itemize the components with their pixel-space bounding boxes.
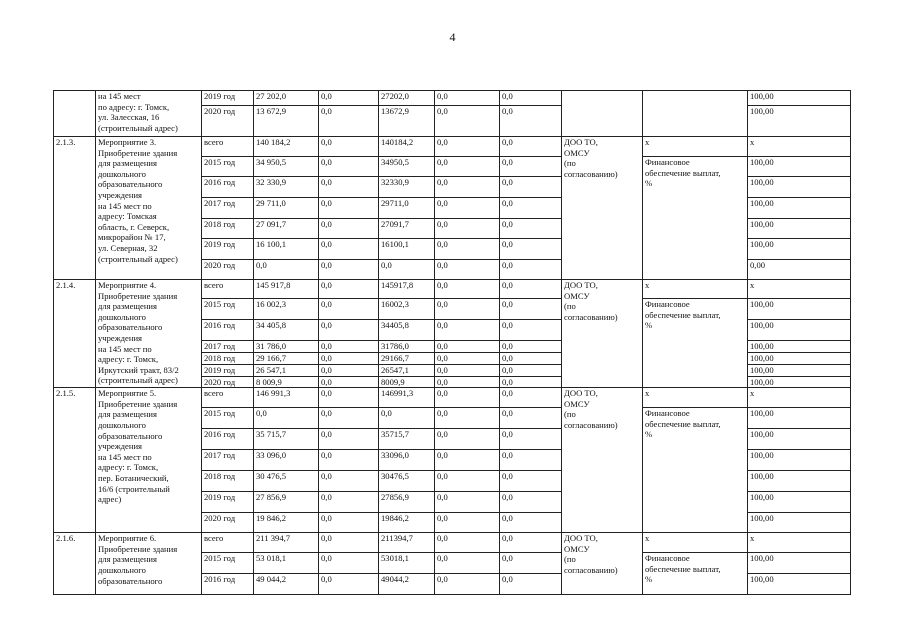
- amount-total: 29 166,7: [254, 353, 319, 365]
- amount-regional: 8009,9: [379, 376, 435, 388]
- amount-federal: 0,0: [319, 365, 379, 377]
- indicator-value: x: [748, 280, 851, 299]
- indicator-value: 100,00: [748, 177, 851, 198]
- amount-other: 0,0: [500, 513, 562, 533]
- amount-other: 0,0: [500, 177, 562, 198]
- amount-total: 32 330,9: [254, 177, 319, 198]
- year-label: 2017 год: [202, 198, 254, 219]
- amount-municipal: 0,0: [435, 388, 500, 408]
- indicator-value: x: [748, 533, 851, 553]
- amount-regional: 34950,5: [379, 157, 435, 177]
- amount-regional: 30476,5: [379, 471, 435, 492]
- measure-number: [54, 91, 96, 137]
- amount-federal: 0,0: [319, 219, 379, 239]
- measure-number: 2.1.4.: [54, 280, 96, 388]
- amount-regional: 145917,8: [379, 280, 435, 299]
- indicator-value: 100,00: [748, 553, 851, 574]
- year-label: 2015 год: [202, 553, 254, 574]
- year-label: всего: [202, 280, 254, 299]
- amount-other: 0,0: [500, 260, 562, 280]
- amount-regional: 16100,1: [379, 239, 435, 260]
- indicator-name-total: x: [643, 388, 748, 408]
- amount-other: 0,0: [500, 320, 562, 341]
- indicator-value: 100,00: [748, 299, 851, 320]
- year-label: 2020 год: [202, 260, 254, 280]
- amount-regional: 32330,9: [379, 177, 435, 198]
- amount-total: 27 856,9: [254, 492, 319, 513]
- amount-other: 0,0: [500, 299, 562, 320]
- table-row: [54, 533, 851, 553]
- amount-municipal: 0,0: [435, 239, 500, 260]
- year-label: 2020 год: [202, 106, 254, 137]
- amount-federal: 0,0: [319, 408, 379, 429]
- indicator-value: 100,00: [748, 376, 851, 388]
- indicator-name-total: x: [643, 280, 748, 299]
- amount-total: 34 405,8: [254, 320, 319, 341]
- amount-total: 34 950,5: [254, 157, 319, 177]
- amount-federal: 0,0: [319, 341, 379, 353]
- amount-other: 0,0: [500, 106, 562, 137]
- indicator-value: 100,00: [748, 365, 851, 377]
- amount-total: 16 100,1: [254, 239, 319, 260]
- amount-other: 0,0: [500, 376, 562, 388]
- indicator-name-total: x: [643, 533, 748, 553]
- amount-total: 145 917,8: [254, 280, 319, 299]
- amount-regional: 0,0: [379, 408, 435, 429]
- amount-other: 0,0: [500, 533, 562, 553]
- amount-other: 0,0: [500, 492, 562, 513]
- amount-federal: 0,0: [319, 429, 379, 450]
- amount-other: 0,0: [500, 471, 562, 492]
- amount-regional: 49044,2: [379, 574, 435, 595]
- indicator-name-total: x: [643, 137, 748, 157]
- amount-total: 27 202,0: [254, 91, 319, 106]
- amount-federal: 0,0: [319, 239, 379, 260]
- amount-other: 0,0: [500, 239, 562, 260]
- amount-total: 49 044,2: [254, 574, 319, 595]
- amount-municipal: 0,0: [435, 492, 500, 513]
- amount-municipal: 0,0: [435, 198, 500, 219]
- amount-municipal: 0,0: [435, 429, 500, 450]
- indicator-value: 100,00: [748, 429, 851, 450]
- indicator-name: Финансовое обеспечение выплат, %: [643, 408, 748, 533]
- year-label: 2015 год: [202, 157, 254, 177]
- indicator-name: Финансовое обеспечение выплат, %: [643, 157, 748, 280]
- indicator-value: x: [748, 137, 851, 157]
- amount-municipal: 0,0: [435, 341, 500, 353]
- amount-federal: 0,0: [319, 553, 379, 574]
- amount-regional: 26547,1: [379, 365, 435, 377]
- amount-municipal: 0,0: [435, 513, 500, 533]
- amount-municipal: 0,0: [435, 365, 500, 377]
- year-label: 2015 год: [202, 299, 254, 320]
- executor: ДОО ТО, ОМСУ (по согласованию): [562, 533, 643, 595]
- amount-other: 0,0: [500, 157, 562, 177]
- measure-description: на 145 мест по адресу: г. Томск, ул. Залесская, 16 (строительный адрес): [96, 91, 202, 137]
- amount-total: 146 991,3: [254, 388, 319, 408]
- amount-total: 33 096,0: [254, 450, 319, 471]
- indicator-value: 100,00: [748, 239, 851, 260]
- amount-federal: 0,0: [319, 376, 379, 388]
- indicator-value: 100,00: [748, 320, 851, 341]
- amount-total: 13 672,9: [254, 106, 319, 137]
- indicator-value: 100,00: [748, 471, 851, 492]
- amount-municipal: 0,0: [435, 471, 500, 492]
- year-label: 2016 год: [202, 177, 254, 198]
- measure-description: Мероприятие 3. Приобретение здания для размещения дошкольного образовательного учреждения на 145 мест по адресу: Томская область, г. Северск, микрорайон № 17, ул. Северная, 32 (строительный адрес): [96, 137, 202, 280]
- amount-federal: 0,0: [319, 574, 379, 595]
- indicator-name: [643, 91, 748, 137]
- indicator-value: 100,00: [748, 492, 851, 513]
- indicator-value: 0,00: [748, 260, 851, 280]
- amount-municipal: 0,0: [435, 553, 500, 574]
- executor: ДОО ТО, ОМСУ (по согласованию): [562, 388, 643, 533]
- amount-regional: 33096,0: [379, 450, 435, 471]
- amount-regional: 53018,1: [379, 553, 435, 574]
- amount-municipal: 0,0: [435, 320, 500, 341]
- amount-regional: 13672,9: [379, 106, 435, 137]
- amount-total: 27 091,7: [254, 219, 319, 239]
- table-row: [54, 280, 851, 299]
- year-label: всего: [202, 533, 254, 553]
- indicator-value: 100,00: [748, 574, 851, 595]
- amount-total: 19 846,2: [254, 513, 319, 533]
- year-label: 2020 год: [202, 513, 254, 533]
- indicator-value: 100,00: [748, 513, 851, 533]
- amount-federal: 0,0: [319, 471, 379, 492]
- year-label: 2017 год: [202, 341, 254, 353]
- year-label: 2020 год: [202, 376, 254, 388]
- amount-total: 26 547,1: [254, 365, 319, 377]
- amount-regional: 31786,0: [379, 341, 435, 353]
- amount-federal: 0,0: [319, 299, 379, 320]
- amount-total: 30 476,5: [254, 471, 319, 492]
- amount-other: 0,0: [500, 429, 562, 450]
- page-number: 4: [449, 30, 456, 44]
- amount-regional: 0,0: [379, 260, 435, 280]
- amount-federal: 0,0: [319, 91, 379, 106]
- measure-number: 2.1.3.: [54, 137, 96, 280]
- indicator-value: 100,00: [748, 198, 851, 219]
- amount-municipal: 0,0: [435, 177, 500, 198]
- year-label: всего: [202, 137, 254, 157]
- year-label: 2016 год: [202, 574, 254, 595]
- indicator-value: 100,00: [748, 353, 851, 365]
- amount-regional: 27856,9: [379, 492, 435, 513]
- year-label: 2016 год: [202, 429, 254, 450]
- amount-other: 0,0: [500, 91, 562, 106]
- amount-other: 0,0: [500, 450, 562, 471]
- amount-total: 0,0: [254, 260, 319, 280]
- amount-federal: 0,0: [319, 450, 379, 471]
- amount-other: 0,0: [500, 353, 562, 365]
- amount-municipal: 0,0: [435, 137, 500, 157]
- indicator-value: x: [748, 388, 851, 408]
- year-label: 2019 год: [202, 91, 254, 106]
- indicator-value: 100,00: [748, 106, 851, 137]
- amount-federal: 0,0: [319, 533, 379, 553]
- year-label: 2017 год: [202, 450, 254, 471]
- amount-total: 8 009,9: [254, 376, 319, 388]
- indicator-name: Финансовое обеспечение выплат, %: [643, 299, 748, 388]
- amount-municipal: 0,0: [435, 574, 500, 595]
- amount-municipal: 0,0: [435, 376, 500, 388]
- amount-total: 0,0: [254, 408, 319, 429]
- amount-total: 211 394,7: [254, 533, 319, 553]
- measure-number: 2.1.6.: [54, 533, 96, 595]
- program-table: [53, 90, 851, 595]
- indicator-value: 100,00: [748, 91, 851, 106]
- year-label: 2016 год: [202, 320, 254, 341]
- amount-federal: 0,0: [319, 513, 379, 533]
- amount-federal: 0,0: [319, 280, 379, 299]
- amount-municipal: 0,0: [435, 353, 500, 365]
- measure-description: Мероприятие 6. Приобретение здания для размещения дошкольного образовательного: [96, 533, 202, 595]
- indicator-value: 100,00: [748, 341, 851, 353]
- amount-other: 0,0: [500, 280, 562, 299]
- indicator-name: Финансовое обеспечение выплат, %: [643, 553, 748, 595]
- amount-regional: 27091,7: [379, 219, 435, 239]
- executor: [562, 91, 643, 137]
- amount-regional: 29166,7: [379, 353, 435, 365]
- amount-regional: 35715,7: [379, 429, 435, 450]
- executor: ДОО ТО, ОМСУ (по согласованию): [562, 137, 643, 280]
- amount-other: 0,0: [500, 553, 562, 574]
- year-label: 2019 год: [202, 239, 254, 260]
- amount-total: 140 184,2: [254, 137, 319, 157]
- amount-total: 16 002,3: [254, 299, 319, 320]
- year-label: 2015 год: [202, 408, 254, 429]
- amount-other: 0,0: [500, 137, 562, 157]
- amount-other: 0,0: [500, 365, 562, 377]
- amount-other: 0,0: [500, 408, 562, 429]
- amount-regional: 29711,0: [379, 198, 435, 219]
- year-label: 2018 год: [202, 471, 254, 492]
- amount-federal: 0,0: [319, 137, 379, 157]
- amount-federal: 0,0: [319, 157, 379, 177]
- amount-regional: 27202,0: [379, 91, 435, 106]
- year-label: 2019 год: [202, 365, 254, 377]
- amount-other: 0,0: [500, 219, 562, 239]
- amount-total: 53 018,1: [254, 553, 319, 574]
- table-row: [54, 388, 851, 408]
- amount-total: 29 711,0: [254, 198, 319, 219]
- indicator-value: 100,00: [748, 157, 851, 177]
- measure-description: Мероприятие 5. Приобретение здания для размещения дошкольного образовательного учреждения на 145 мест по адресу: г. Томск, пер. Ботанический, 16/6 (строительный адрес): [96, 388, 202, 533]
- table-row: [54, 137, 851, 157]
- amount-federal: 0,0: [319, 198, 379, 219]
- amount-other: 0,0: [500, 574, 562, 595]
- amount-regional: 211394,7: [379, 533, 435, 553]
- year-label: 2018 год: [202, 353, 254, 365]
- amount-municipal: 0,0: [435, 260, 500, 280]
- amount-other: 0,0: [500, 341, 562, 353]
- amount-municipal: 0,0: [435, 106, 500, 137]
- amount-other: 0,0: [500, 388, 562, 408]
- amount-federal: 0,0: [319, 320, 379, 341]
- year-label: всего: [202, 388, 254, 408]
- measure-description: Мероприятие 4. Приобретение здания для размещения дошкольного образовательного учреждения на 145 мест по адресу: г. Томск, Иркутский тракт, 83/2 (строительный адрес): [96, 280, 202, 388]
- amount-regional: 16002,3: [379, 299, 435, 320]
- amount-regional: 19846,2: [379, 513, 435, 533]
- amount-federal: 0,0: [319, 106, 379, 137]
- amount-total: 31 786,0: [254, 341, 319, 353]
- measure-number: 2.1.5.: [54, 388, 96, 533]
- amount-municipal: 0,0: [435, 450, 500, 471]
- indicator-value: 100,00: [748, 408, 851, 429]
- indicator-value: 100,00: [748, 450, 851, 471]
- amount-municipal: 0,0: [435, 219, 500, 239]
- amount-municipal: 0,0: [435, 533, 500, 553]
- amount-federal: 0,0: [319, 177, 379, 198]
- amount-regional: 34405,8: [379, 320, 435, 341]
- indicator-value: 100,00: [748, 219, 851, 239]
- amount-federal: 0,0: [319, 492, 379, 513]
- table-row: [54, 91, 851, 106]
- amount-other: 0,0: [500, 198, 562, 219]
- amount-federal: 0,0: [319, 260, 379, 280]
- executor: ДОО ТО, ОМСУ (по согласованию): [562, 280, 643, 388]
- amount-regional: 140184,2: [379, 137, 435, 157]
- amount-municipal: 0,0: [435, 157, 500, 177]
- amount-municipal: 0,0: [435, 280, 500, 299]
- amount-federal: 0,0: [319, 353, 379, 365]
- amount-municipal: 0,0: [435, 91, 500, 106]
- amount-federal: 0,0: [319, 388, 379, 408]
- year-label: 2019 год: [202, 492, 254, 513]
- amount-municipal: 0,0: [435, 299, 500, 320]
- amount-total: 35 715,7: [254, 429, 319, 450]
- amount-municipal: 0,0: [435, 408, 500, 429]
- year-label: 2018 год: [202, 219, 254, 239]
- amount-regional: 146991,3: [379, 388, 435, 408]
